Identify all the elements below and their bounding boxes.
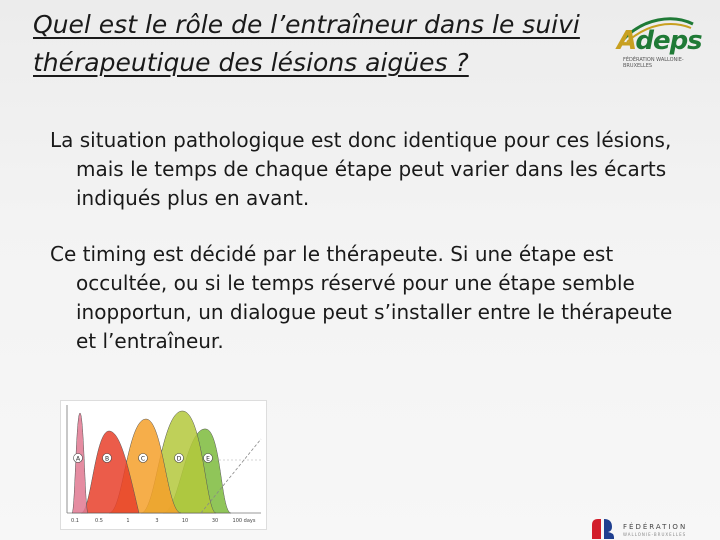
adeps-logo: [613, 12, 708, 72]
phase-label-e-text: E: [206, 455, 210, 463]
x-tick-label: 100 days: [232, 518, 256, 524]
phase-label-c-text: C: [140, 455, 146, 463]
x-tick-label: 0.5: [95, 518, 103, 524]
x-tick-label: 30: [211, 518, 219, 524]
paragraph-1: La situation pathologique est donc identique pour ces lésions, mais le temps de chaque étape peut varier dans les écarts indiqués plus en avant.: [50, 128, 672, 210]
phase-label-d-text: D: [176, 455, 182, 463]
slide-body: [50, 126, 690, 383]
x-tick-label: 3: [155, 518, 159, 524]
paragraph-2: Ce timing est décidé par le thérapeute. Si une étape est occultée, ou si le temps réservé pour une étape semble inopportun, un dialogue peut s’installer entre le thérapeute et l’entraîneur.: [50, 242, 673, 353]
phase-label-d: [175, 454, 184, 463]
phase-label-b-text: B: [104, 455, 110, 463]
phase-label-a-text: A: [75, 455, 81, 463]
adeps-logo-mark: Adeps: [617, 26, 702, 56]
healing-phases-svg: [61, 401, 266, 529]
phase-label-a: [74, 454, 83, 463]
federation-logo: [588, 515, 716, 540]
healing-phases-figure: [60, 400, 267, 530]
slide-title: Quel est le rôle de l’entraîneur dans le suivi thérapeutique des lésions aigües ?: [33, 10, 580, 77]
phase-label-b: [103, 454, 112, 463]
federation-logo-subtext: WALLONIE-BRUXELLES: [623, 532, 687, 537]
x-tick-label: 0.1: [71, 518, 79, 524]
x-tick-label: 1: [126, 518, 130, 524]
federation-logo-text: FÉDÉRATION: [623, 523, 688, 531]
adeps-logo-subtext: FÉDÉRATION WALLONIE-BRUXELLES: [623, 57, 684, 69]
x-tick-label: 10: [181, 518, 189, 524]
phase-a-curve: [72, 413, 88, 513]
phase-label-c: [139, 454, 148, 463]
federation-emblem-icon: [588, 515, 620, 540]
phase-label-e: [204, 454, 213, 463]
